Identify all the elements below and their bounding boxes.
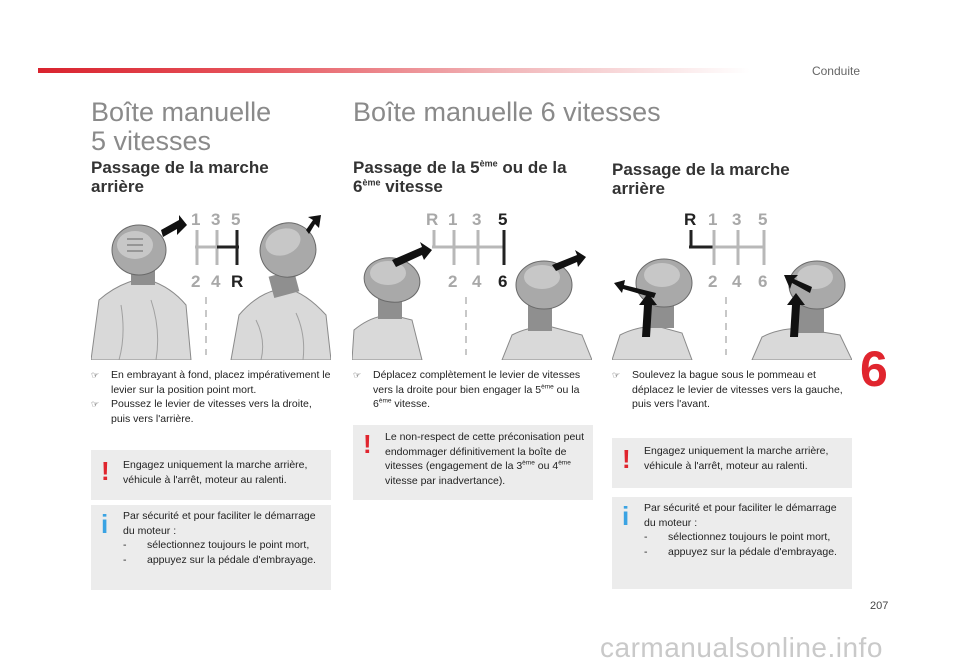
right-gear-illustration — [612, 205, 852, 360]
right-gear-r: R — [684, 210, 697, 229]
exclamation-icon: ! — [622, 444, 631, 474]
middle-gear-4: 4 — [472, 272, 482, 291]
right-info-item: - sélectionnez toujours le point mort, — [644, 531, 831, 543]
left-gear-4: 4 — [211, 272, 221, 291]
right-info-item: - appuyez sur la pédale d'embrayage. — [644, 545, 837, 558]
right-step-1: ☞ Soulevez la bague sous le pommeau et déplacez le levier de vitesses vers la gauche, puis vers l'avant. — [612, 369, 843, 410]
exclamation-icon: ! — [363, 429, 372, 459]
pointing-hand-icon: ☞ — [91, 399, 100, 409]
middle-warning-text: Le non-respect de cette préconisation peut endommager définitivement la boîte de vitesses (engagement de la 3ème ou 4ème vitesse par inadvertance). — [385, 431, 585, 487]
left-gear-1: 1 — [191, 210, 201, 229]
left-gear-illustration — [91, 205, 331, 360]
arrow-right-icon — [552, 250, 586, 271]
middle-step-1: ☞ Déplacez complètement le levier de vitesses vers la droite pour bien engager la 5ème ou la 6ème vitesse. — [353, 369, 581, 410]
arrow-back-icon — [306, 215, 321, 234]
middle-shift-pattern — [426, 210, 507, 355]
right-gear-6: 6 — [758, 272, 768, 291]
right-gear-5: 5 — [758, 210, 768, 229]
right-info-intro: Par sécurité et pour faciliter le démarrage du moteur : — [644, 502, 837, 529]
left-info-box — [91, 505, 331, 590]
left-step-1: ☞ En embrayant à fond, placez impérativement le levier sur la position point mort. — [91, 369, 331, 396]
left-title — [91, 98, 271, 156]
middle-gear-2: 2 — [448, 272, 458, 291]
right-subtitle — [612, 160, 790, 198]
left-title-line2: 5 vitesses — [91, 126, 212, 156]
pointing-hand-icon: ☞ — [612, 370, 621, 380]
pointing-hand-icon: ☞ — [91, 370, 100, 380]
gear-knob-icon — [231, 215, 331, 360]
left-subtitle-line1: Passage de la marche — [91, 158, 269, 177]
middle-gear-3: 3 — [472, 210, 482, 229]
info-icon: i — [622, 501, 630, 531]
middle-subtitle: Passage de la 5ème ou de la 6ème vitesse — [353, 158, 567, 196]
pointing-hand-icon: ☞ — [353, 370, 362, 380]
right-subtitle-line1: Passage de la marche — [612, 160, 790, 179]
middle-gear-illustration — [352, 205, 592, 360]
left-info-item: - appuyez sur la pédale d'embrayage. — [123, 553, 316, 566]
header-accent-bar — [38, 68, 750, 73]
middle-gear-6: 6 — [498, 272, 508, 291]
left-info-intro: Par sécurité et pour faciliter le démarrage du moteur : — [123, 510, 316, 537]
gear-knob-icon — [91, 225, 191, 360]
left-gear-2: 2 — [191, 272, 201, 291]
right-gear-1: 1 — [708, 210, 718, 229]
right-warning-box — [612, 438, 852, 488]
left-gear-5: 5 — [231, 210, 241, 229]
left-info-item: - sélectionnez toujours le point mort, — [123, 539, 310, 551]
page-number: 207 — [870, 600, 889, 612]
left-step-2: ☞ Poussez le levier de vitesses vers la droite, puis vers l'arrière. — [91, 398, 312, 425]
right-gear-4: 4 — [732, 272, 742, 291]
left-warning-box — [91, 450, 331, 500]
arrow-right-icon — [161, 215, 187, 237]
middle-steps — [353, 368, 593, 412]
middle-gear-5: 5 — [498, 210, 508, 229]
right-steps — [612, 368, 852, 412]
right-subtitle-line2: arrière — [612, 179, 665, 198]
middle-gear-r: R — [426, 210, 439, 229]
exclamation-icon: ! — [101, 456, 110, 486]
gear-knob-icon — [612, 259, 692, 360]
watermark-text: carmanualsonline.info — [600, 632, 883, 663]
left-steps — [91, 368, 331, 426]
right-shift-pattern — [684, 210, 767, 355]
left-gear-3: 3 — [211, 210, 221, 229]
middle-title: Boîte manuelle 6 vitesses — [353, 97, 661, 127]
middle-warning-box — [353, 425, 593, 500]
info-icon: i — [101, 509, 109, 539]
right-warning-text: Engagez uniquement la marche arrière, véhicule à l'arrêt, moteur au ralenti. — [644, 445, 829, 472]
left-subtitle-line2: arrière — [91, 177, 144, 196]
right-gear-2: 2 — [708, 272, 718, 291]
middle-gear-1: 1 — [448, 210, 458, 229]
left-warning-text: Engagez uniquement la marche arrière, véhicule à l'arrêt, moteur au ralenti. — [123, 459, 308, 486]
gear-knob-icon — [352, 253, 423, 360]
right-gear-3: 3 — [732, 210, 742, 229]
left-title-line1: Boîte manuelle — [91, 97, 272, 127]
gear-knob-icon — [502, 261, 592, 360]
arrow-right-icon — [392, 242, 432, 267]
left-gear-r: R — [231, 272, 244, 291]
chapter-number: 6 — [860, 341, 888, 397]
left-subtitle — [91, 158, 269, 196]
section-label: Conduite — [811, 64, 860, 78]
right-info-box — [612, 497, 852, 589]
